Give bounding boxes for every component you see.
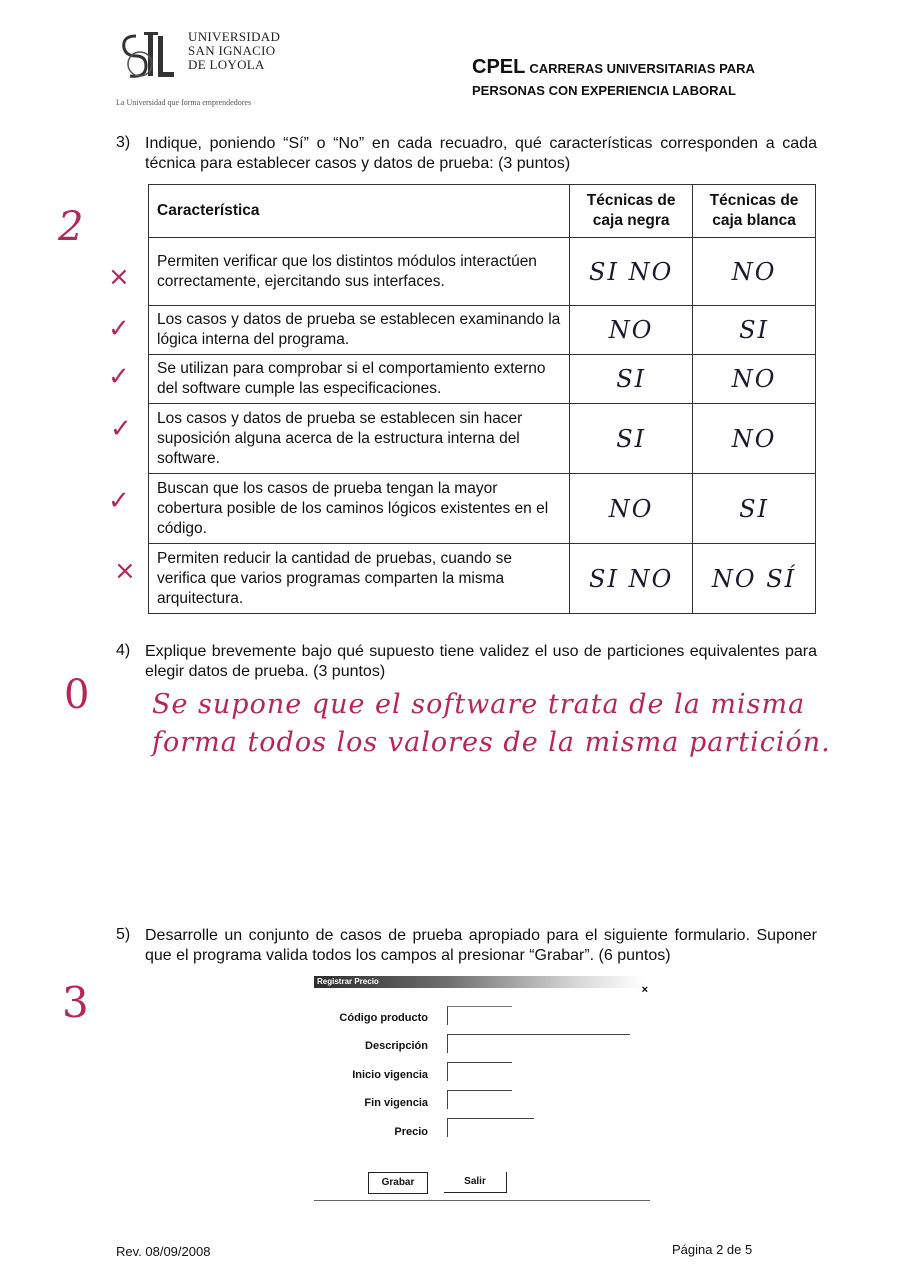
grade-mark-row-1: × <box>108 262 130 292</box>
header-black-box: Técnicas de caja negra <box>570 185 693 238</box>
tagline: La Universidad que forma emprendedores <box>116 98 252 107</box>
revision-date: Rev. 08/09/2008 <box>116 1244 211 1259</box>
cpel-line-2: PERSONAS CON EXPERIENCIA LABORAL <box>472 83 736 98</box>
grade-mark-row-2: ✓ <box>108 314 130 344</box>
q5-text: Desarrolle un conjunto de casos de prueba apropiado para el siguiente formulario. Suponer que el programa valida todos los campos al presionar “Grabar”. (6 puntos) <box>145 927 817 964</box>
descripcion-field[interactable] <box>447 1034 630 1053</box>
feature-cell: Permiten verificar que los distintos módulos interactúen correctamente, ejercitando sus interfaces. <box>149 238 570 306</box>
table-row <box>149 544 816 614</box>
codigo-producto-field[interactable] <box>447 1006 512 1025</box>
white-box-answer: NO <box>693 355 816 404</box>
q3-score: 2 <box>58 204 84 250</box>
grade-mark-row-5: ✓ <box>108 486 130 516</box>
table-row <box>149 306 816 355</box>
university-line-3: DE LOYOLA <box>188 57 265 72</box>
cpel-abbr: CPEL <box>472 56 526 78</box>
feature-cell: Los casos y datos de prueba se establecen sin hacer suposición alguna acerca de la estructura interna del software. <box>149 404 570 474</box>
form-title: Registrar Precio <box>317 977 379 986</box>
black-box-answer: SI <box>570 355 693 404</box>
university-line-2: SAN IGNACIO <box>188 43 276 58</box>
page-number: Página 2 de 5 <box>672 1242 753 1257</box>
q4-handwritten-answer: Se supone que el software trata de la misma forma todos los valores de la misma partición. <box>152 689 831 758</box>
label-inicio-vigencia: Inicio vigencia <box>352 1069 428 1081</box>
cpel-line-1: CARRERAS UNIVERSITARIAS PARA <box>529 61 755 76</box>
university-line-1: UNIVERSIDAD <box>188 29 281 44</box>
q3-number: 3) <box>116 134 131 151</box>
form-titlebar <box>314 976 644 988</box>
grade-mark-row-6: × <box>114 556 136 586</box>
table-row <box>149 474 816 544</box>
salir-button[interactable]: Salir <box>444 1172 507 1193</box>
feature-cell: Los casos y datos de prueba se establecen examinando la lógica interna del programa. <box>149 306 570 355</box>
header-characteristic: Característica <box>149 185 570 238</box>
q4-text: Explique brevemente bajo qué supuesto tiene validez el uso de particiones equivalentes para elegir datos de prueba. (3 puntos) <box>145 643 817 680</box>
q4-number: 4) <box>116 642 131 659</box>
form-bottom-edge <box>314 1200 650 1201</box>
table-row <box>149 238 816 306</box>
white-box-answer: NO <box>693 238 816 306</box>
table-row <box>149 404 816 474</box>
white-box-answer: NO <box>693 404 816 474</box>
grade-mark-row-4: ✓ <box>110 414 132 444</box>
white-box-answer: SI <box>693 474 816 544</box>
feature-cell: Se utilizan para comprobar si el comportamiento externo del software cumple las especificaciones. <box>149 355 570 404</box>
q5-score: 3 <box>62 978 89 1027</box>
header-white-box: Técnicas de caja blanca <box>693 185 816 238</box>
black-box-answer: NO <box>570 474 693 544</box>
feature-cell: Buscan que los casos de prueba tengan la mayor cobertura posible de los caminos lógicos existentes en el código. <box>149 474 570 544</box>
precio-field[interactable] <box>447 1118 534 1137</box>
university-logo <box>112 22 292 112</box>
feature-cell: Permiten reducir la cantidad de pruebas, cuando se verifica que varios programas comparten la misma arquitectura. <box>149 544 570 614</box>
form-body <box>314 990 650 1202</box>
label-precio: Precio <box>394 1126 428 1138</box>
black-box-answer: NO <box>570 306 693 355</box>
grabar-button[interactable]: Grabar <box>368 1172 428 1194</box>
table-header-row <box>149 185 816 238</box>
sil-monogram-icon <box>118 26 178 82</box>
white-box-answer: SI <box>693 306 816 355</box>
program-header <box>472 56 812 98</box>
q3-text: Indique, poniendo “Sí” o “No” en cada recuadro, qué características corresponden a cada técnica para establecer casos y datos de prueba: (3 puntos) <box>145 135 817 172</box>
label-descripcion: Descripción <box>365 1040 428 1052</box>
black-box-answer: SI NO <box>570 544 693 614</box>
black-box-answer: SI NO <box>570 238 693 306</box>
registrar-precio-form <box>314 976 650 1202</box>
q4-score: 0 <box>64 672 90 718</box>
white-box-answer: NO SÍ <box>693 544 816 614</box>
inicio-vigencia-field[interactable] <box>447 1062 512 1081</box>
table-row <box>149 355 816 404</box>
q5-number: 5) <box>116 926 131 943</box>
characteristics-table <box>148 184 816 614</box>
black-box-answer: SI <box>570 404 693 474</box>
fin-vigencia-field[interactable] <box>447 1090 512 1109</box>
label-codigo-producto: Código producto <box>339 1012 428 1024</box>
close-icon[interactable]: × <box>641 984 648 996</box>
label-fin-vigencia: Fin vigencia <box>364 1097 428 1109</box>
grade-mark-row-3: ✓ <box>108 362 130 392</box>
